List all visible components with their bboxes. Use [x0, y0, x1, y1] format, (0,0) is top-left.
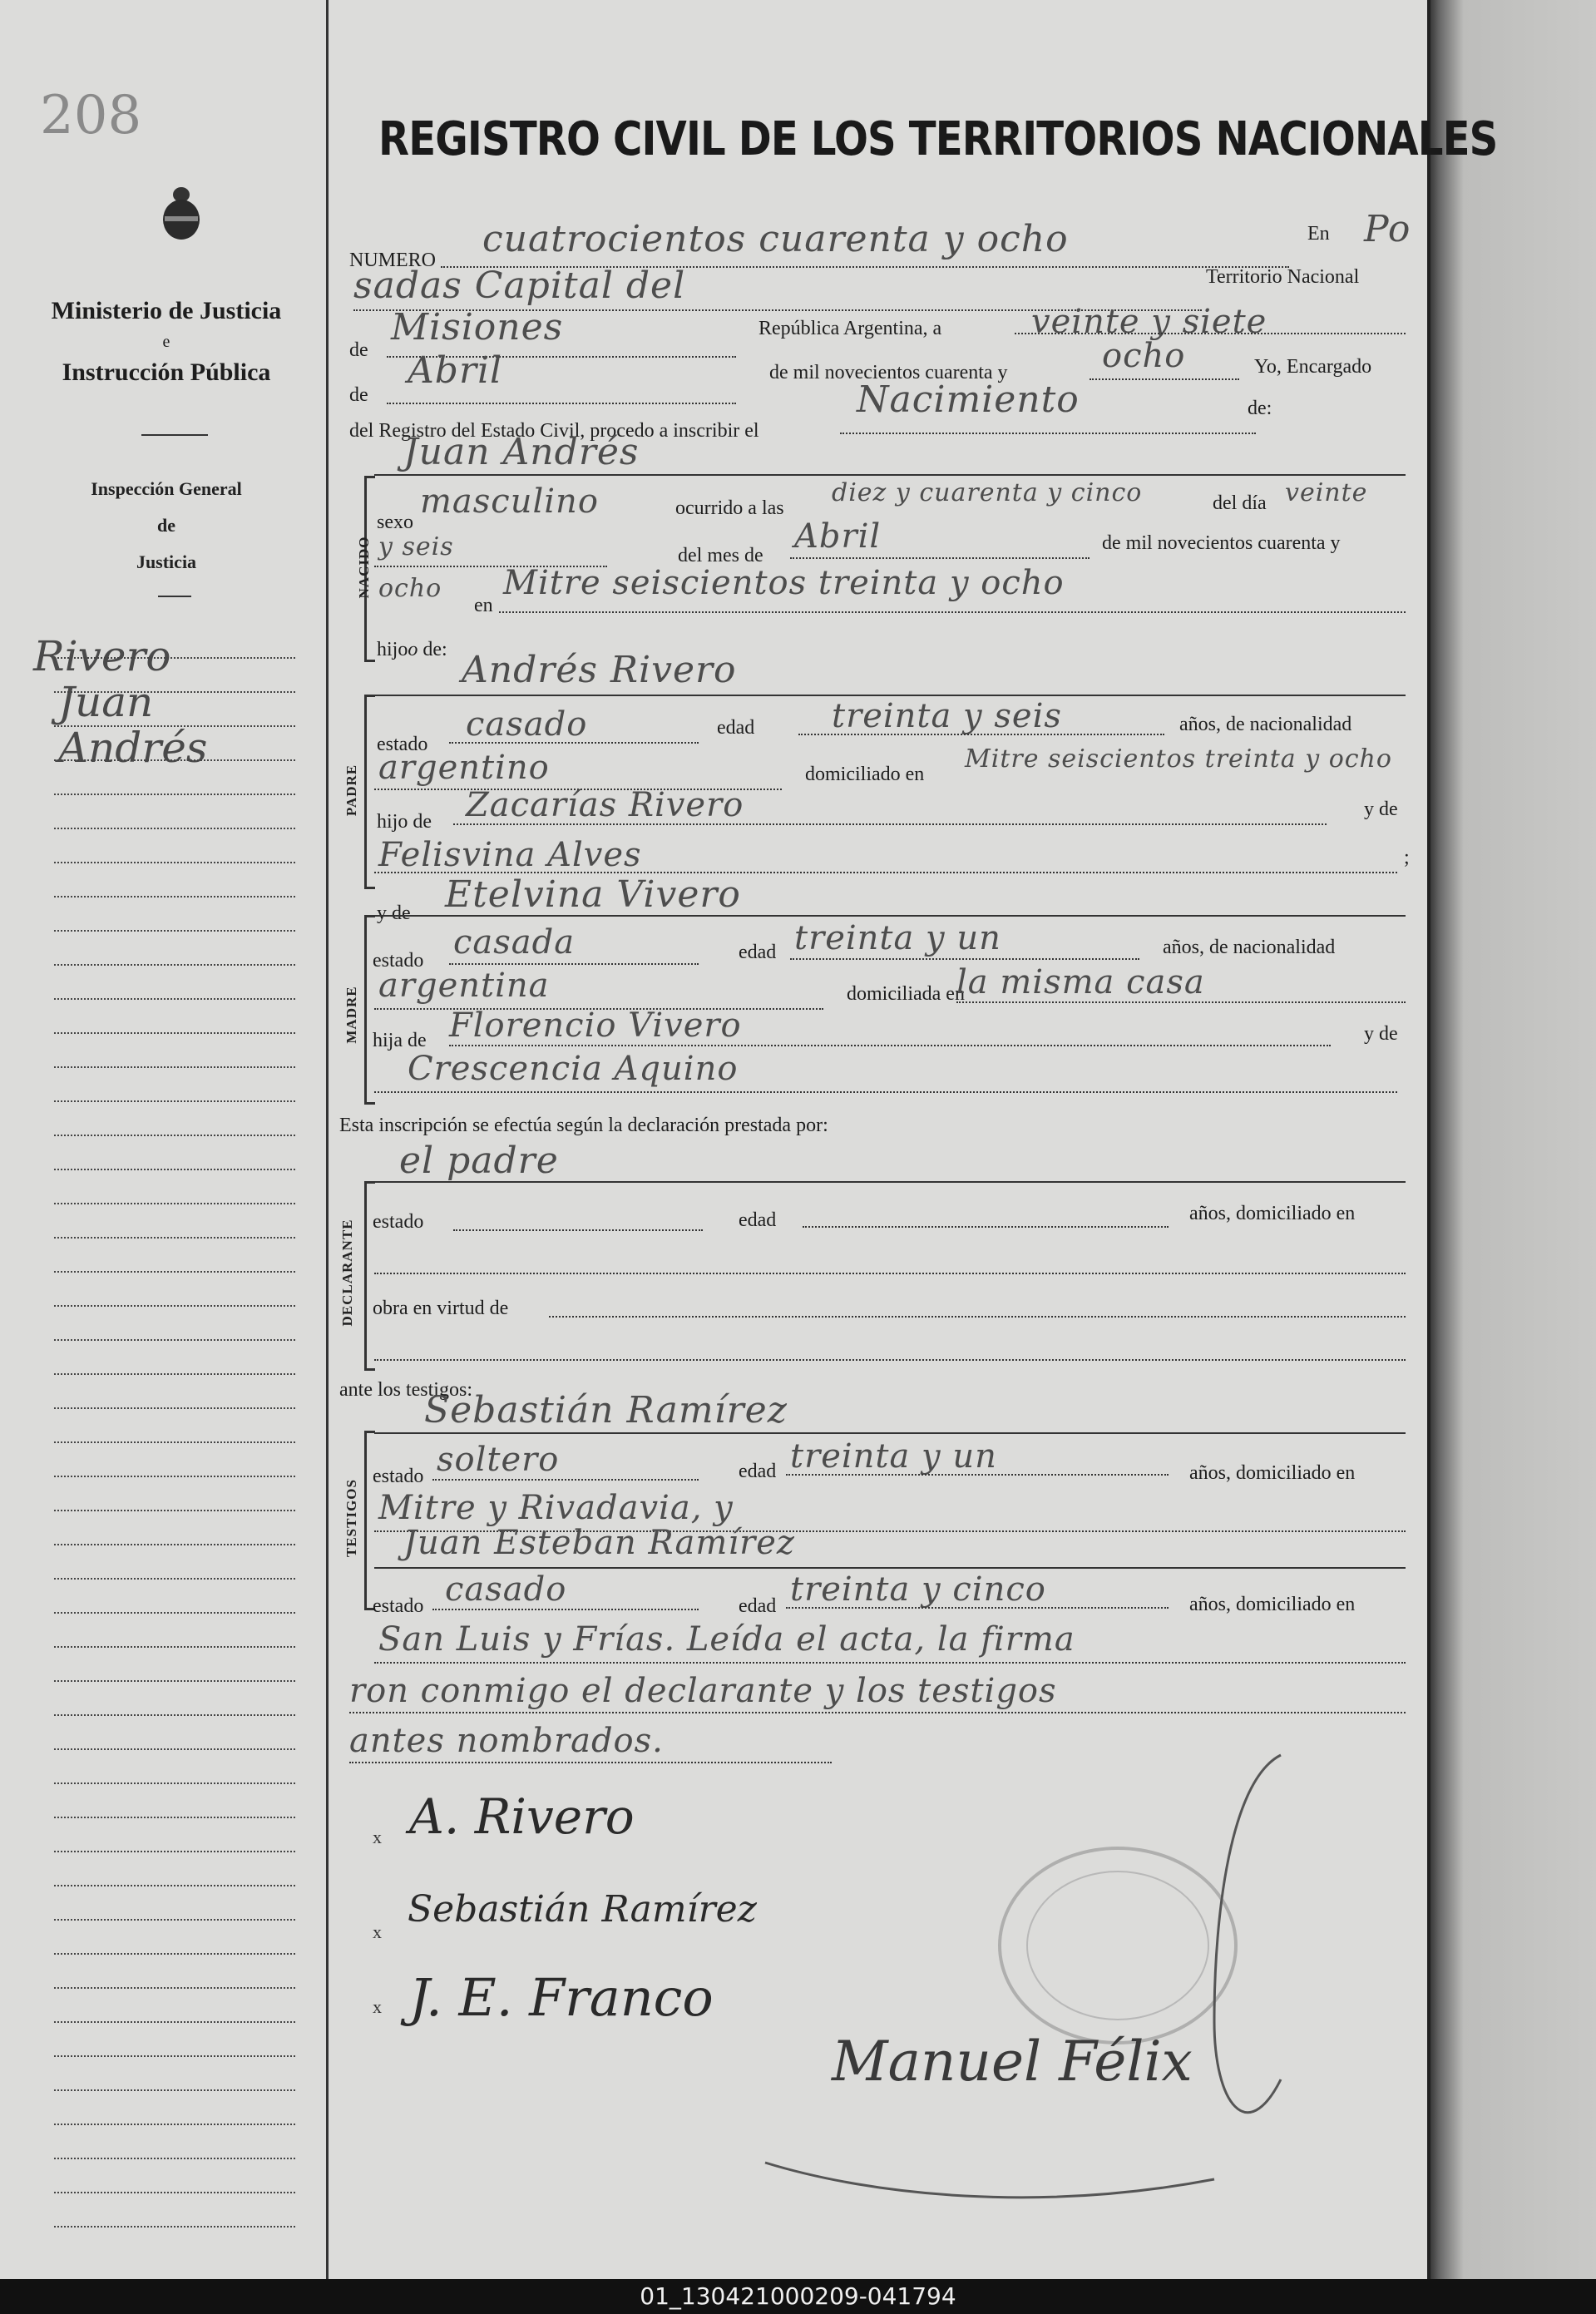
signature-declarant: A. Rivero — [409, 1788, 635, 1845]
label-declaracion: Esta inscripción se efectúa según la declaración prestada por: — [339, 1115, 828, 1136]
child-sex: masculino — [420, 482, 599, 521]
book-edge — [1430, 0, 1596, 2279]
label-anos-nacionalidad: años, de nacionalidad — [1179, 714, 1352, 735]
label-edad: edad — [739, 942, 777, 963]
margin-dotted-line — [54, 964, 295, 966]
witness-1-name: Sebastián Ramírez — [424, 1389, 788, 1431]
margin-dotted-line — [54, 1612, 295, 1614]
father-state: casado — [466, 705, 588, 744]
section-bracket — [364, 1181, 375, 1371]
margin-dotted-line — [54, 1885, 295, 1886]
dotted-line — [786, 1474, 1169, 1476]
margin-dotted-line — [54, 1987, 295, 1989]
margin-dotted-line — [54, 1578, 295, 1580]
label-edad: edad — [717, 717, 755, 739]
dotted-line — [449, 742, 699, 744]
witness-2-state: casado — [445, 1570, 567, 1609]
section-bracket — [364, 1431, 375, 1610]
registration-month: Abril — [408, 349, 503, 392]
margin-dotted-line — [54, 1851, 295, 1852]
label-del-mes: del mes de — [678, 545, 763, 566]
dotted-line — [387, 403, 736, 404]
margin-dotted-line — [54, 998, 295, 1000]
margin-dotted-line — [54, 2055, 295, 2057]
label-anos-nacionalidad: años, de nacionalidad — [1163, 937, 1336, 958]
margin-dotted-line — [54, 1919, 295, 1921]
place-part-a: Po — [1364, 208, 1411, 250]
solid-line — [374, 1181, 1406, 1183]
dotted-line — [432, 1609, 699, 1610]
label-republica: República Argentina, a — [758, 318, 942, 339]
witness-2-name: Juan Esteban Ramírez — [403, 1524, 795, 1562]
dotted-line — [453, 823, 1327, 825]
paternal-grandfather: Zacarías Rivero — [466, 786, 744, 824]
signature-mark: x — [373, 1827, 382, 1847]
margin-given-name: Juan — [58, 678, 154, 726]
label-estado: estado — [373, 950, 424, 972]
margin-dotted-line — [54, 1476, 295, 1477]
father-nationality: argentino — [378, 749, 550, 787]
margin-dotted-line — [54, 862, 295, 863]
label-domiciliada: domiciliada en — [847, 983, 965, 1005]
dotted-line — [432, 1479, 699, 1481]
label-edad: edad — [739, 1461, 777, 1482]
signature-witness-2: J. E. Franco — [409, 1967, 714, 2028]
margin-dotted-line — [54, 1714, 295, 1716]
label-edad: edad — [739, 1595, 777, 1617]
label-de-mil: de mil novecientos cuarenta y — [769, 362, 1008, 383]
coat-of-arms-icon — [158, 183, 205, 241]
margin-middle-name: Andrés — [58, 724, 208, 772]
section-label-testigos: TESTIGOS — [343, 1479, 359, 1557]
label-del-dia: del día — [1213, 492, 1267, 514]
margin-dotted-line — [54, 725, 295, 727]
label-testigos: ante los testigos: — [339, 1379, 472, 1401]
label-anos-domiciliado: años, domiciliado en — [1189, 1594, 1356, 1615]
margin-dotted-line — [54, 1441, 295, 1443]
label-en: En — [1307, 223, 1330, 245]
father-name: Andrés Rivero — [462, 649, 737, 691]
label-semicolon: ; — [1404, 847, 1410, 868]
margin-dotted-line — [54, 1237, 295, 1239]
mother-age: treinta y un — [794, 919, 1001, 957]
margin-dotted-line — [54, 1169, 295, 1170]
dotted-line — [349, 1712, 1406, 1713]
margin-dotted-line — [54, 2158, 295, 2159]
dotted-line — [374, 1662, 1406, 1664]
maternal-grandfather: Florencio Vivero — [449, 1006, 742, 1045]
dotted-line — [374, 1359, 1406, 1361]
label-obra: obra en virtud de — [373, 1298, 509, 1319]
margin-dotted-line — [54, 896, 295, 897]
label-y-de: y de — [1364, 1023, 1398, 1045]
registration-year: ocho — [1102, 337, 1186, 375]
label-ocurrido: ocurrido a las — [675, 497, 784, 519]
section-label-padre: PADRE — [343, 764, 359, 817]
mother-state: casada — [453, 923, 576, 962]
place-part-b: sadas Capital del — [353, 265, 686, 307]
witness-1-state: soltero — [437, 1441, 560, 1479]
margin-dotted-line — [54, 930, 295, 932]
father-address: Mitre seiscientos treinta y ocho — [965, 744, 1392, 774]
margin-dotted-line — [54, 691, 295, 693]
section-label-nacido: NACIDO — [356, 536, 372, 599]
margin-dotted-line — [54, 2192, 295, 2193]
margin-dotted-line — [54, 2089, 295, 2091]
label-registro: del Registro del Estado Civil, procedo a inscribir el — [349, 420, 759, 442]
birth-place: Mitre seiscientos treinta y ocho — [503, 564, 1065, 602]
divider — [158, 596, 191, 597]
solid-line — [374, 695, 1406, 696]
signature-flourish — [749, 1747, 1397, 2229]
margin-dotted-line — [54, 1748, 295, 1750]
margin-dotted-line — [54, 1680, 295, 1682]
margin-dotted-line — [54, 1271, 295, 1273]
section-bracket — [364, 915, 375, 1105]
dotted-line — [840, 433, 1256, 434]
birth-day: veinte — [1285, 478, 1368, 507]
label-anos-domiciliado: años, domiciliado en — [1189, 1462, 1356, 1484]
witness-1-age: treinta y un — [790, 1437, 997, 1476]
label-hija-de: hija de — [373, 1030, 427, 1051]
label-de-mil2: de mil novecientos cuarenta y — [1102, 532, 1341, 554]
margin-dotted-line — [54, 1544, 295, 1545]
margin-dotted-line — [54, 2124, 295, 2125]
label-estado: estado — [373, 1466, 424, 1487]
birth-hour: diez y cuarenta y cinco — [832, 478, 1143, 507]
margin-dotted-line — [54, 1032, 295, 1034]
signature-witness-1: Sebastián Ramírez — [408, 1888, 757, 1931]
territory: Misiones — [391, 306, 564, 349]
dotted-line — [549, 1316, 1406, 1318]
witness-2-age: treinta y cinco — [790, 1570, 1046, 1609]
margin-dotted-line — [54, 1100, 295, 1102]
dotted-line — [786, 1607, 1169, 1609]
dotted-line — [449, 963, 699, 965]
margin-dotted-line — [54, 1305, 295, 1307]
label-estado: estado — [373, 1211, 424, 1233]
birth-day-cont: y seis — [378, 532, 454, 561]
mother-name: Etelvina Vivero — [445, 873, 741, 916]
label-de-colon: de: — [1248, 398, 1272, 419]
label-estado: estado — [377, 734, 428, 755]
solid-line — [374, 1567, 1406, 1569]
registration-day: veinte y siete — [1031, 303, 1267, 341]
margin-dotted-line — [54, 657, 295, 659]
margin-dotted-line — [54, 1953, 295, 1955]
child-name: Juan Andrés — [403, 431, 640, 473]
father-age: treinta y seis — [832, 697, 1062, 735]
signature-mark: x — [373, 1921, 382, 1942]
image-id-footer: 01_130421000209-041794 — [0, 2279, 1596, 2314]
label-estado: estado — [373, 1595, 424, 1617]
label-de: de — [349, 384, 368, 406]
margin-dotted-line — [54, 828, 295, 829]
paternal-grandmother: Felisvina Alves — [378, 836, 642, 874]
dotted-line — [803, 1226, 1169, 1228]
label-y-de: y de — [1364, 799, 1398, 820]
act-type: Nacimiento — [857, 378, 1080, 421]
section-label-madre: MADRE — [343, 986, 359, 1044]
dotted-line — [449, 1045, 1331, 1046]
margin-dotted-line — [54, 1646, 295, 1648]
mother-address: la misma casa — [956, 963, 1205, 1001]
label-numero: NUMERO — [349, 250, 437, 271]
page-number: 208 — [40, 85, 142, 146]
declarant: el padre — [399, 1140, 559, 1182]
signature-mark: x — [373, 1996, 382, 2017]
solid-line — [374, 915, 1406, 917]
dotted-line — [1015, 333, 1406, 334]
dotted-line — [499, 611, 1406, 613]
label-hijo-de: hijo de — [377, 811, 432, 833]
label-territorio: Territorio Nacional — [1206, 266, 1360, 288]
divider — [141, 434, 208, 436]
label-edad: edad — [739, 1209, 777, 1231]
signature-official: Manuel Félix — [832, 2030, 1193, 2094]
dotted-line — [1090, 378, 1239, 380]
dotted-line — [790, 557, 1090, 559]
inspection-heading: Inspección General de Justicia — [91, 478, 242, 572]
margin-dotted-line — [54, 1339, 295, 1341]
record-number: cuatrocientos cuarenta y ocho — [482, 218, 1069, 260]
dotted-line — [453, 1229, 703, 1231]
dotted-line — [374, 1091, 1397, 1093]
maternal-grandmother: Crescencia Aquino — [408, 1050, 739, 1088]
label-sexo: sexo — [377, 512, 413, 533]
margin-dotted-line — [54, 759, 295, 761]
page-title: REGISTRO CIVIL DE LOS TERRITORIOS NACIONALES — [378, 112, 1498, 166]
left-margin-column — [0, 0, 329, 2279]
mother-nationality: argentina — [378, 967, 550, 1005]
margin-dotted-line — [54, 2226, 295, 2227]
label-en: en — [474, 595, 493, 616]
dotted-line — [374, 1273, 1406, 1274]
dotted-line — [798, 734, 1164, 735]
section-label-declarante: DECLARANTE — [339, 1219, 355, 1327]
closing-line-3: antes nombrados. — [349, 1722, 664, 1760]
label-domiciliado: domiciliado en — [805, 764, 925, 785]
closing-line-2: ron conmigo el declarante y los testigos — [349, 1672, 1057, 1710]
birth-month: Abril — [794, 517, 882, 556]
dotted-line — [956, 1001, 1406, 1003]
margin-dotted-line — [54, 1782, 295, 1784]
margin-dotted-line — [54, 794, 295, 795]
birth-year: ocho — [378, 574, 442, 603]
closing-line-1: San Luis y Frías. Leída el acta, la firma — [378, 1620, 1075, 1659]
solid-line — [374, 1432, 1406, 1434]
ministry-heading: Ministerio de Justicia e Instrucción Pública — [51, 297, 282, 386]
margin-dotted-line — [54, 2021, 295, 2023]
dotted-line — [790, 958, 1139, 960]
witness-1-address: Mitre y Rivadavia, y — [378, 1489, 734, 1527]
margin-surname: Rivero — [33, 632, 171, 680]
label-anos-domiciliado: años, domiciliado en — [1189, 1203, 1356, 1224]
margin-dotted-line — [54, 1510, 295, 1511]
label-de: de — [349, 339, 368, 361]
margin-dotted-line — [54, 1817, 295, 1818]
margin-dotted-line — [54, 1135, 295, 1136]
margin-dotted-line — [54, 1407, 295, 1409]
section-bracket — [364, 695, 375, 889]
margin-dotted-line — [54, 1066, 295, 1068]
margin-dotted-line — [54, 1203, 295, 1204]
solid-line — [374, 474, 1406, 476]
margin-dotted-line — [54, 1373, 295, 1375]
label-yo: Yo, Encargado — [1254, 356, 1372, 378]
label-hijo: hijoo de: — [377, 639, 447, 660]
label-y-de-madre: y de — [377, 902, 411, 924]
